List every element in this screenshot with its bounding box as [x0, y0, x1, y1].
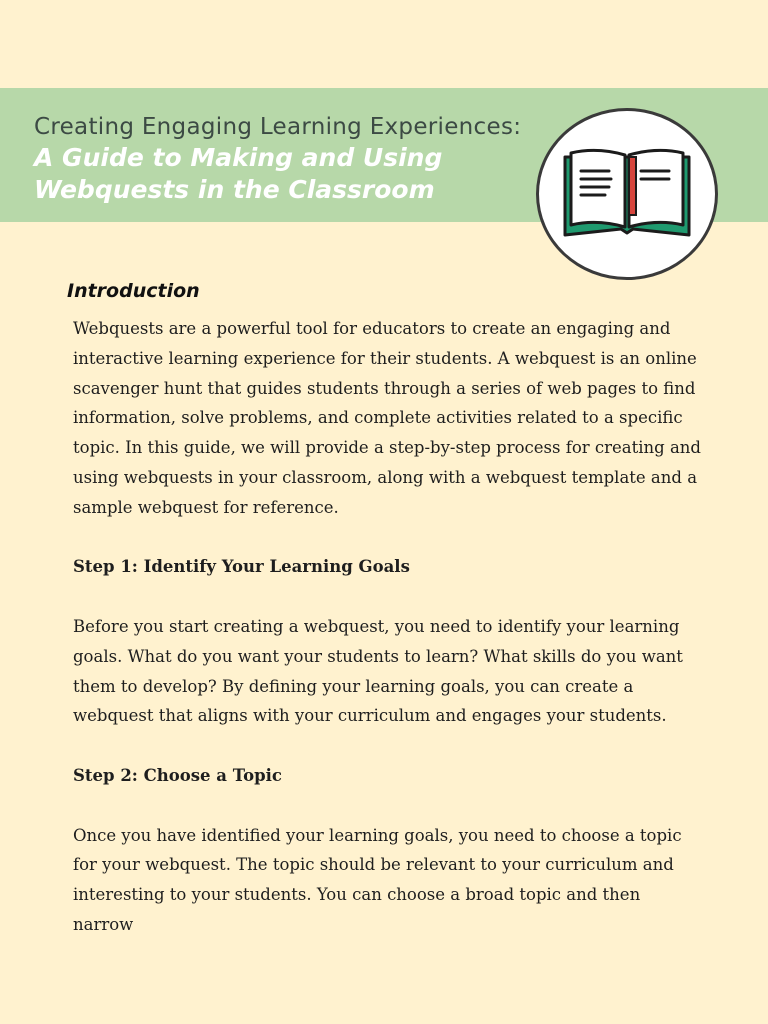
document-subtitle: Creating Engaging Learning Experiences:	[34, 114, 522, 140]
document-title	[34, 142, 442, 206]
step-1-paragraph: Before you start creating a webquest, you need to identify your learning goals. What do you want your students to learn? What skills do you want them to develop? By defining your learning goals, you can create a webquest that aligns with your curriculum and engages your students.	[73, 616, 683, 726]
step-2-paragraph: Once you have identified your learning goals, you need to choose a topic for your webquest. The topic should be relevant to your curriculum and interesting to your students. You can choose a broad topic and then narrow	[73, 825, 682, 934]
title-line-1: A Guide to Making and Using	[34, 143, 443, 172]
intro-paragraph: Webquests are a powerful tool for educators to create an engaging and interactive learning experience for their students. A webquest is an online scavenger hunt that guides students through a series of web pages to find information, solve problems, and complete activities related to a specific topic. In this guide, we will provide a step-by-step process for creating and using webquests in your classroom, along with a webquest template and a sample webquest for reference.	[73, 319, 701, 517]
open-book-icon	[539, 111, 715, 277]
step-2-heading: Step 2: Choose a Topic	[73, 765, 282, 785]
introduction-heading: Introduction	[67, 280, 200, 302]
title-line-2: Webquests in the Classroom	[34, 175, 435, 204]
book-icon-badge	[536, 108, 718, 280]
document-body	[73, 314, 703, 970]
step-1-heading: Step 1: Identify Your Learning Goals	[73, 557, 410, 577]
